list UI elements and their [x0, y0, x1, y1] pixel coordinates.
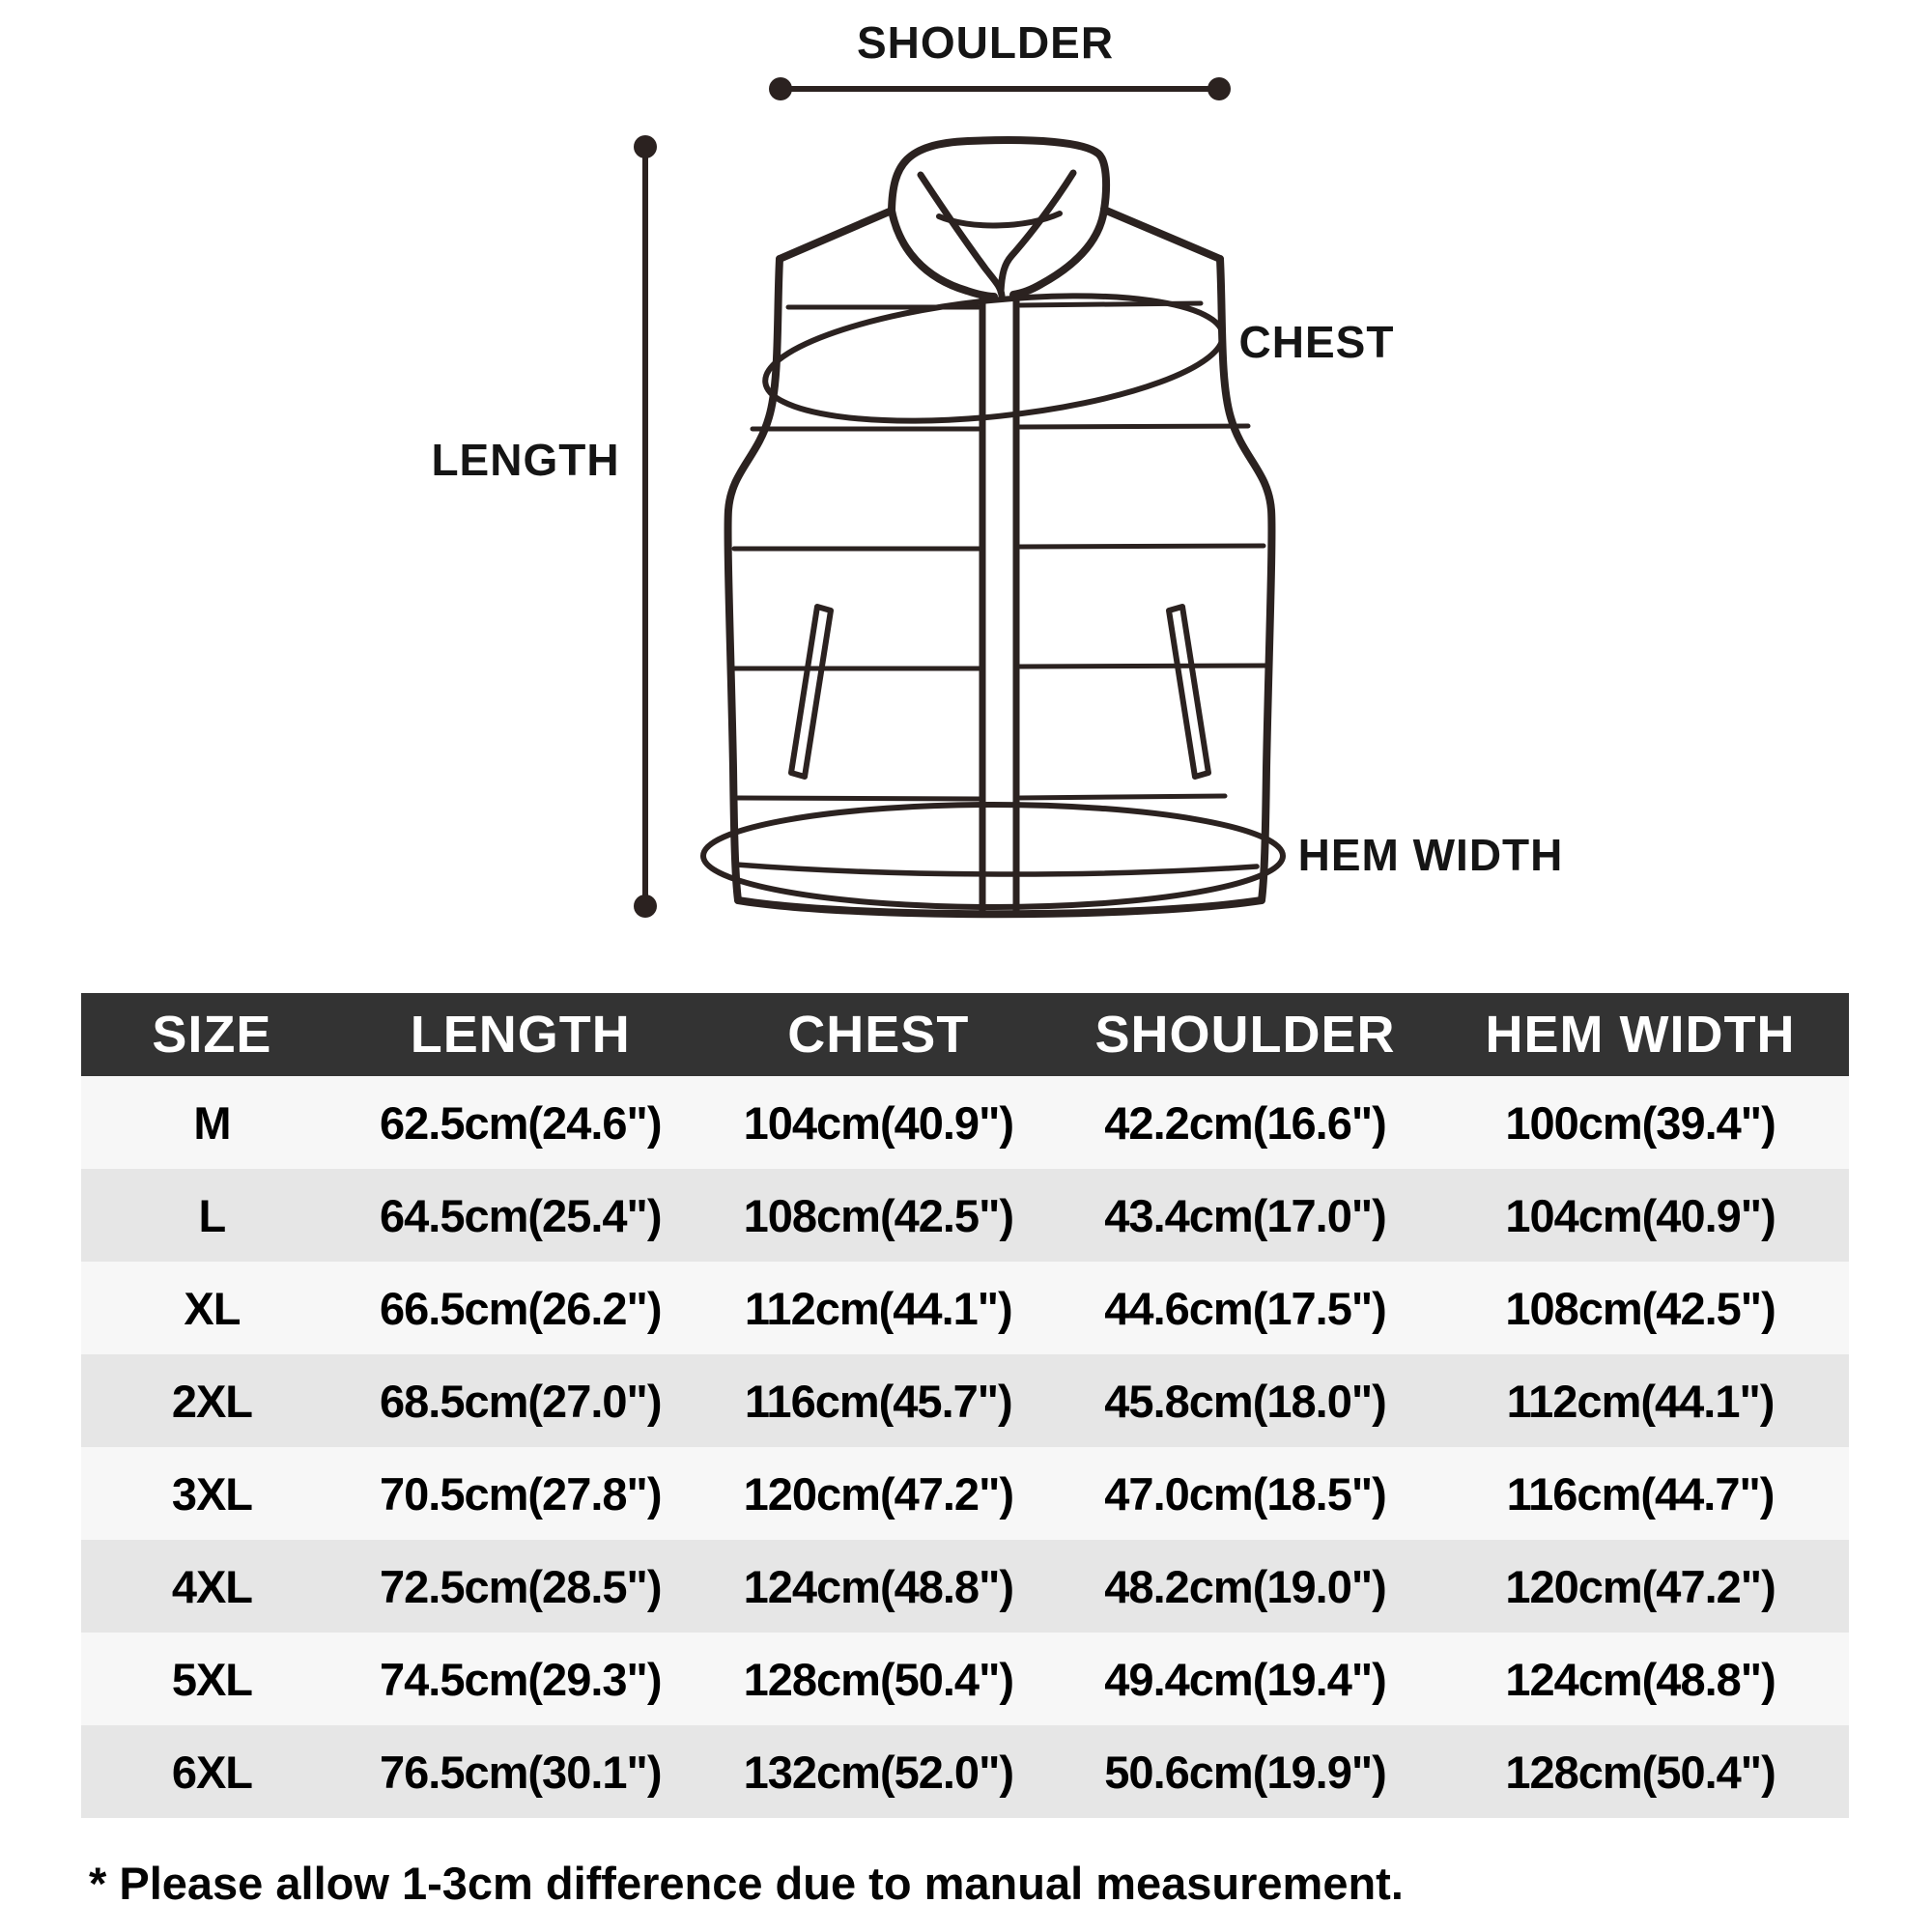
- value-cell: 66.5cm(26.2"): [380, 1282, 662, 1334]
- size-cell: 4XL: [171, 1560, 253, 1612]
- value-cell: 43.4cm(17.0"): [1104, 1189, 1386, 1241]
- table-header-row: [81, 993, 1849, 1076]
- value-cell: 132cm(52.0"): [743, 1746, 1014, 1798]
- value-cell: 108cm(42.5"): [1505, 1282, 1776, 1334]
- value-cell: 128cm(50.4"): [743, 1653, 1014, 1705]
- table-row-4xl: [81, 1540, 1849, 1633]
- table-row-2xl: [81, 1354, 1849, 1447]
- value-cell: 116cm(45.7"): [744, 1375, 1012, 1427]
- pocket-slit-left: [791, 607, 831, 777]
- value-cell: 112cm(44.1"): [1506, 1375, 1775, 1427]
- value-cell: 128cm(50.4"): [1505, 1746, 1776, 1798]
- value-cell: 45.8cm(18.0"): [1104, 1375, 1386, 1427]
- length-measure-line: [634, 135, 657, 918]
- shoulder-seam-left: [780, 211, 892, 259]
- chest-label: CHEST: [1238, 317, 1395, 367]
- size-chart-table: [81, 993, 1849, 1818]
- size-cell: 3XL: [171, 1467, 253, 1520]
- table-row-l: [81, 1169, 1849, 1262]
- value-cell: 44.6cm(17.5"): [1104, 1282, 1386, 1334]
- chest-measure-ellipse: [759, 276, 1229, 440]
- value-cell: 70.5cm(27.8"): [380, 1467, 662, 1520]
- size-cell: 2XL: [171, 1375, 253, 1427]
- column-header-shoulder: SHOULDER: [1094, 1006, 1396, 1064]
- value-cell: 62.5cm(24.6"): [380, 1096, 662, 1149]
- hem-width-label: HEM WIDTH: [1297, 830, 1564, 880]
- value-cell: 120cm(47.2"): [1505, 1560, 1776, 1612]
- value-cell: 124cm(48.8"): [1505, 1653, 1776, 1705]
- table-row-xl: [81, 1262, 1849, 1354]
- value-cell: 47.0cm(18.5"): [1104, 1467, 1386, 1520]
- shoulder-seam-right: [1104, 210, 1220, 259]
- shoulder-measure-line: [769, 77, 1231, 100]
- value-cell: 116cm(44.7"): [1506, 1467, 1775, 1520]
- value-cell: 48.2cm(19.0"): [1104, 1560, 1386, 1612]
- value-cell: 112cm(44.1"): [744, 1282, 1012, 1334]
- column-header-length: LENGTH: [410, 1006, 631, 1064]
- table-body: [81, 1076, 1849, 1818]
- value-cell: 124cm(48.8"): [743, 1560, 1014, 1612]
- size-cell: 5XL: [171, 1653, 253, 1705]
- table-row-6xl: [81, 1725, 1849, 1818]
- measurement-disclaimer: * Please allow 1-3cm difference due to manual measurement.: [89, 1858, 1404, 1909]
- value-cell: 64.5cm(25.4"): [380, 1189, 662, 1241]
- value-cell: 74.5cm(29.3"): [380, 1653, 662, 1705]
- pocket-slit-right: [1169, 607, 1208, 777]
- value-cell: 72.5cm(28.5"): [380, 1560, 662, 1612]
- size-cell: M: [193, 1096, 231, 1149]
- value-cell: 108cm(42.5"): [743, 1189, 1014, 1241]
- value-cell: 104cm(40.9"): [743, 1096, 1014, 1149]
- body-side-left: [728, 259, 780, 900]
- vest-outline-drawing: [703, 140, 1283, 914]
- value-cell: 76.5cm(30.1"): [380, 1746, 662, 1798]
- value-cell: 100cm(39.4"): [1505, 1096, 1776, 1149]
- value-cell: 120cm(47.2"): [743, 1467, 1014, 1520]
- value-cell: 104cm(40.9"): [1505, 1189, 1776, 1241]
- table-row-3xl: [81, 1447, 1849, 1540]
- value-cell: 50.6cm(19.9"): [1104, 1746, 1386, 1798]
- size-cell: XL: [184, 1282, 241, 1334]
- value-cell: 42.2cm(16.6"): [1104, 1096, 1386, 1149]
- size-cell: L: [198, 1189, 226, 1241]
- column-header-size: SIZE: [152, 1006, 272, 1064]
- shoulder-label: SHOULDER: [856, 17, 1115, 68]
- column-header-hem-width: HEM WIDTH: [1485, 1006, 1796, 1064]
- size-cell: 6XL: [171, 1746, 253, 1798]
- value-cell: 68.5cm(27.0"): [380, 1375, 662, 1427]
- column-header-chest: CHEST: [787, 1006, 970, 1064]
- hem-measure-ellipse: [703, 805, 1283, 907]
- value-cell: 49.4cm(19.4"): [1104, 1653, 1386, 1705]
- length-label: LENGTH: [431, 435, 620, 485]
- table-row-5xl: [81, 1633, 1849, 1725]
- table-row-m: [81, 1076, 1849, 1169]
- hem-seam-line: [736, 865, 1257, 874]
